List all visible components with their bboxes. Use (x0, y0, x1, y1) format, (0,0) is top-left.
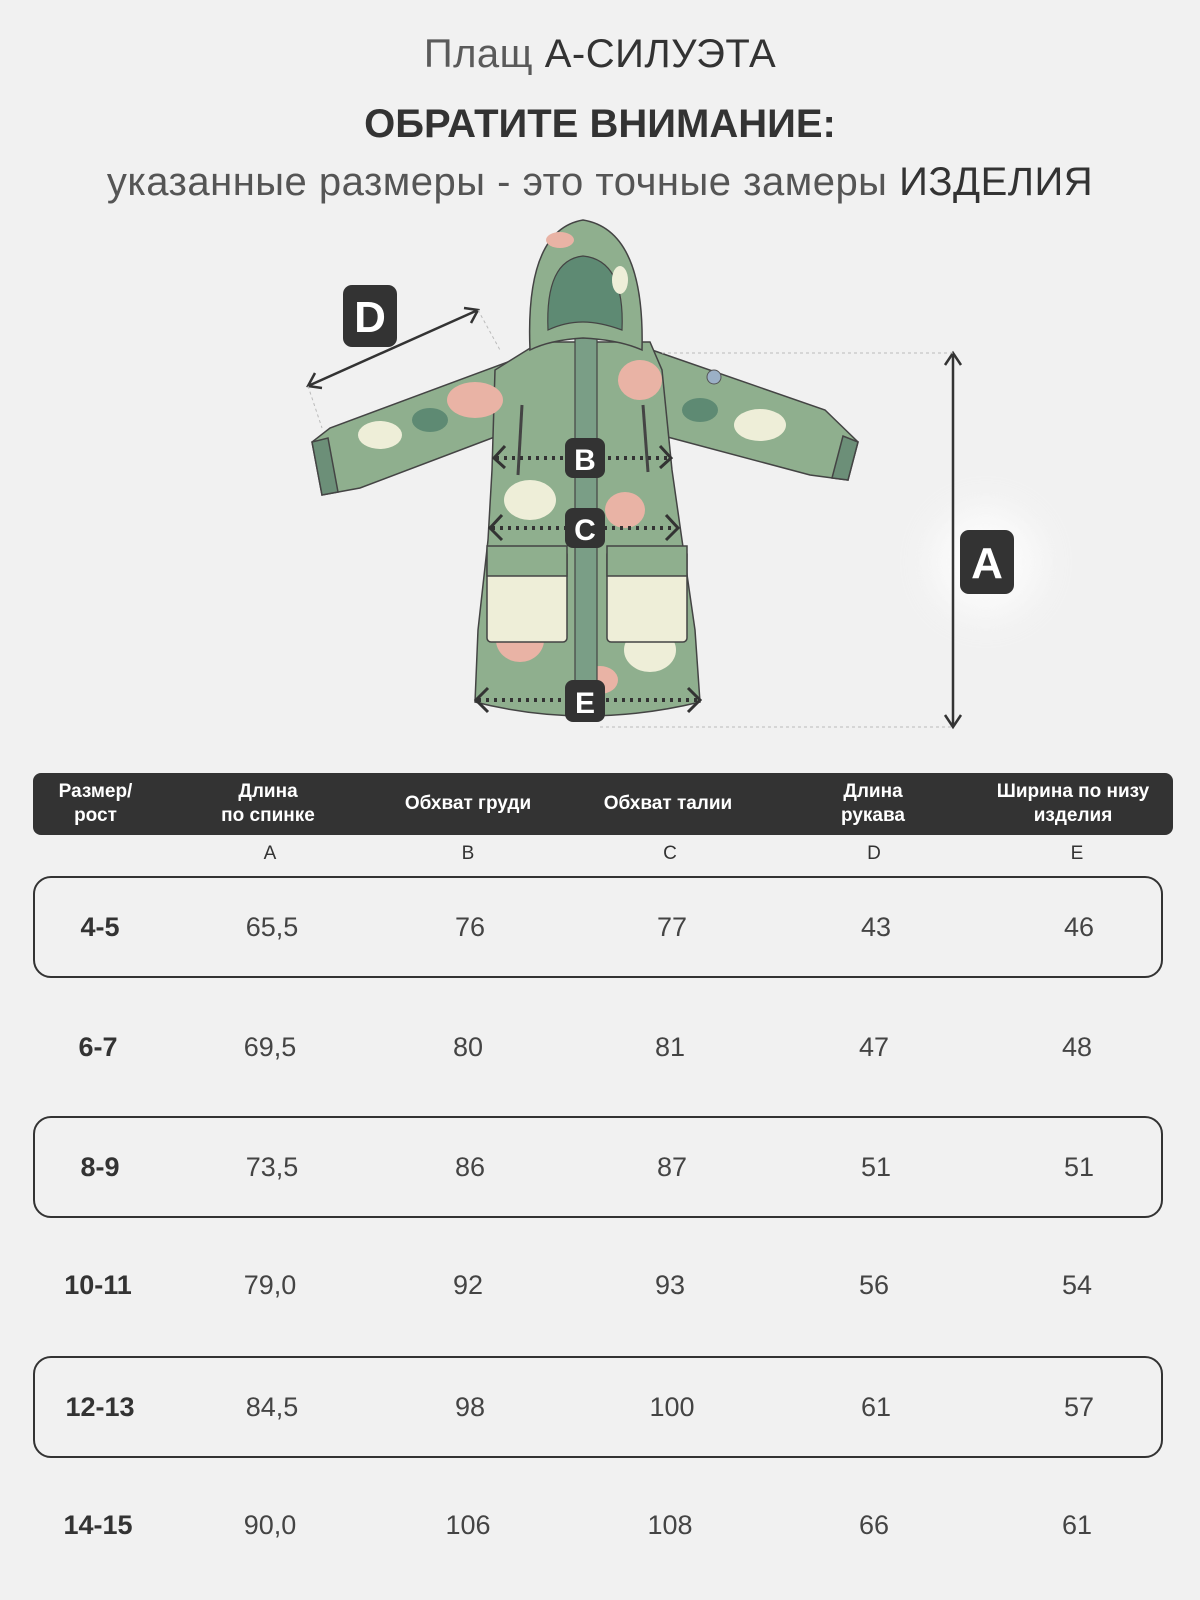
letter-d: D (867, 843, 881, 864)
cell-e: 46 (1063, 911, 1095, 942)
cell-b: 92 (452, 1269, 484, 1300)
table-row (33, 1474, 1163, 1576)
cell-d: 61 (860, 1391, 892, 1422)
svg-text:E: E (574, 687, 596, 720)
header-waist: Обхват талии (603, 793, 733, 814)
cell-a: 69,5 (243, 1031, 297, 1062)
cell-b: 80 (452, 1031, 484, 1062)
header-chest: Обхват груди (404, 793, 532, 814)
subtitle-emphasis: ИЗДЕЛИЯ (899, 160, 1094, 204)
title-silhouette: А-СИЛУЭТА (544, 32, 777, 76)
row-size: 10-11 (64, 1269, 132, 1300)
letter-e: E (1070, 843, 1084, 864)
letter-c: C (663, 843, 677, 864)
cell-b: 76 (454, 911, 486, 942)
cell-a: 73,5 (245, 1151, 299, 1182)
row-size: 14-15 (63, 1509, 133, 1540)
cell-d: 47 (858, 1031, 890, 1062)
cell-c: 81 (654, 1031, 686, 1062)
garment-diagram (0, 210, 1200, 750)
svg-text:D: D (354, 293, 386, 342)
cell-e: 51 (1063, 1151, 1095, 1182)
cell-b: 106 (445, 1509, 491, 1540)
title-product: Плащ (423, 32, 534, 76)
cell-d: 66 (858, 1509, 890, 1540)
svg-text:A: A (971, 539, 1003, 588)
row-size: 8-9 (80, 1151, 120, 1182)
cell-a: 84,5 (245, 1391, 299, 1422)
label-b (565, 438, 605, 478)
letter-a: A (263, 843, 277, 864)
page-title (0, 32, 1200, 77)
header-size: Размер/ рост (58, 781, 133, 826)
cell-e: 48 (1061, 1031, 1093, 1062)
label-c (565, 508, 605, 548)
table-row (33, 996, 1163, 1098)
cell-c: 77 (656, 911, 688, 942)
cell-c: 87 (656, 1151, 688, 1182)
header-sleeve: Длина рукава (841, 781, 905, 826)
cell-e: 61 (1061, 1509, 1093, 1540)
cell-d: 51 (860, 1151, 892, 1182)
cell-d: 43 (860, 911, 892, 942)
svg-text:C: C (574, 514, 596, 547)
cell-e: 54 (1061, 1269, 1093, 1300)
subtitle (0, 160, 1200, 205)
cell-b: 98 (454, 1391, 486, 1422)
cell-c: 108 (647, 1509, 693, 1540)
subtitle-text: указанные размеры - это точные замеры (106, 160, 888, 204)
cell-a: 79,0 (243, 1269, 297, 1300)
label-e (565, 680, 605, 722)
cell-c: 100 (649, 1391, 695, 1422)
letter-b: B (461, 843, 475, 864)
label-d (343, 285, 397, 347)
table-row (33, 1234, 1163, 1336)
header-hem-width: Ширина по низу изделия (996, 781, 1150, 826)
table-header (33, 773, 1173, 835)
cell-b: 86 (454, 1151, 486, 1182)
notice-heading: ОБРАТИТЕ ВНИМАНИЕ: (364, 102, 836, 146)
header-back-length: Длина по спинке (221, 781, 315, 826)
table-row (33, 1356, 1163, 1458)
column-letters (0, 843, 1200, 867)
table-row (33, 876, 1163, 978)
cell-d: 56 (858, 1269, 890, 1300)
row-size: 4-5 (80, 911, 120, 942)
cell-a: 65,5 (245, 911, 299, 942)
table-row (33, 1116, 1163, 1218)
cell-c: 93 (654, 1269, 686, 1300)
row-size: 6-7 (78, 1031, 118, 1062)
label-a (960, 530, 1014, 594)
cell-a: 90,0 (243, 1509, 297, 1540)
svg-text:B: B (574, 444, 596, 477)
row-size: 12-13 (65, 1391, 135, 1422)
cell-e: 57 (1063, 1391, 1095, 1422)
